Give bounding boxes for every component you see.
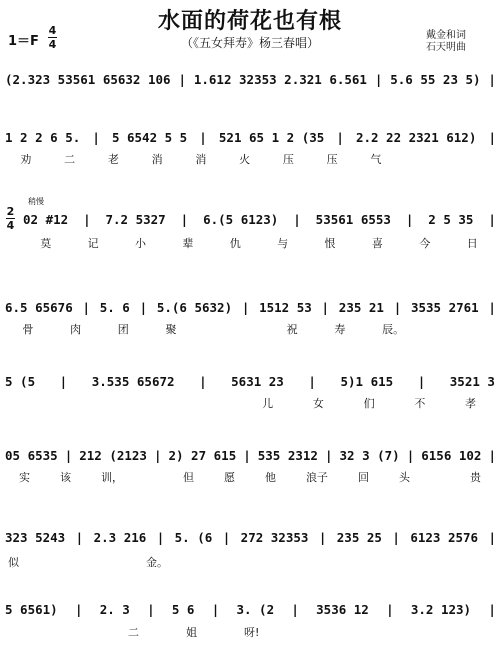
- lyric-char: 气: [370, 153, 382, 166]
- measure: 3521 3: [449, 373, 495, 389]
- lyric-char: 团: [117, 323, 129, 336]
- lyric-char: 姐: [186, 626, 197, 639]
- lyric-char: 肉: [70, 323, 82, 336]
- measure: 5. 6: [99, 299, 130, 315]
- measure: 272 32353: [240, 529, 309, 545]
- lyric-char: 记: [87, 237, 99, 250]
- measure: 6156 102: [421, 447, 482, 463]
- lyric-char: 祝: [286, 323, 298, 336]
- measure: 05 6535: [5, 447, 58, 463]
- lyric-char: 辰。: [382, 323, 405, 336]
- lyric-char: 孝: [465, 397, 477, 410]
- lyric-char: 似: [8, 556, 19, 569]
- measure: 5.(6 5632): [156, 299, 233, 315]
- lyric-char: 聚: [165, 323, 177, 336]
- lyric-char: 他: [265, 471, 276, 484]
- measure: 3536 12: [316, 601, 369, 617]
- lyric-char: 头: [399, 471, 410, 484]
- measure: 6.5 65676: [5, 299, 73, 315]
- lyric-line-6: [4, 470, 496, 484]
- measure: 235 21: [338, 299, 384, 315]
- measure: 02 #12: [23, 211, 69, 227]
- measure: 3. (2: [236, 601, 275, 617]
- measure: 5. (6: [174, 529, 213, 545]
- measure: 1 2 2 6 5.: [5, 129, 81, 145]
- lyric-char: 二: [128, 626, 139, 639]
- lyric-char: 该: [60, 471, 71, 484]
- lyric-line-2: [4, 152, 496, 166]
- measure: 235 25: [336, 529, 382, 545]
- song-title: 水面的荷花也有根: [157, 8, 342, 34]
- notation-line-8: 5 6561) | 2. 3 | 5 6 | 3. (2 | 3536 12 | 3.2 123) |: [5, 601, 496, 617]
- lyric-char: 日: [466, 237, 478, 250]
- lyric-char: 今: [419, 237, 431, 250]
- measure: (2.323 53561 65632 106: [5, 71, 171, 87]
- lyric-char: 实: [19, 471, 30, 484]
- measure: 5631 23: [231, 373, 284, 389]
- measure: 5 (5: [5, 373, 36, 389]
- lyric-char: 寿: [334, 323, 346, 336]
- measure: 2. 3: [99, 601, 130, 617]
- lyric-char: 金。: [146, 556, 168, 569]
- lyric-char: 二: [64, 153, 76, 166]
- lyric-char: 消: [151, 153, 163, 166]
- notation-line-1: (2.323 53561 65632 106 | 1.612 32353 2.321 6.561 | 5.6 55 23 5) |: [5, 71, 496, 87]
- measure: 6.(5 6123): [203, 211, 279, 227]
- measure: 1.612 32353 2.321 6.561: [193, 71, 367, 87]
- measure: 535 2312: [257, 447, 318, 463]
- lyric-char: 浪子: [306, 471, 328, 484]
- notation-line-5: 5 (5 | 3.535 65672 | 5631 23 | 5)1 615 | 3521 3: [5, 373, 495, 389]
- notation-line-2: 1 2 2 6 5. | 5 6542 5 5 | 521 65 1 2 (35 | 2.2 22 2321 612) |: [5, 129, 496, 145]
- measure: 1512 53: [259, 299, 312, 315]
- measure: 5.6 55 23 5): [390, 71, 481, 87]
- lyric-char: 女: [312, 397, 324, 410]
- lyric-line-3: [22, 236, 496, 250]
- lyric-char: 小: [134, 237, 146, 250]
- composer-credit: 石天明曲: [426, 42, 466, 53]
- lyric-char: 莫: [40, 237, 52, 250]
- measure: 2.3 216: [93, 529, 147, 545]
- song-subtitle: （《五女拜寿》杨三春唱）: [180, 36, 319, 50]
- lyric-char: 恨: [324, 237, 336, 250]
- measure: 323 5243: [5, 529, 66, 545]
- measure: 2) 27 615: [168, 447, 237, 463]
- measure: 53561 6553: [315, 211, 391, 227]
- measure: 5 6542 5 5: [111, 129, 188, 145]
- lyric-char: 火: [239, 153, 251, 166]
- lyric-char: 但: [183, 471, 194, 484]
- lyric-char: 儿: [262, 397, 274, 410]
- lyric-char: 仇: [229, 237, 241, 250]
- notation-line-4: 6.5 65676 | 5. 6 | 5.(6 5632) | 1512 53 | 235 21 | 3535 2761 |: [5, 299, 496, 315]
- lyric-char: 训，: [101, 471, 123, 484]
- measure: 5)1 615: [340, 373, 394, 389]
- measure: 5 6: [171, 601, 195, 617]
- notation-line-6: 05 6535 | 212 (2123 | 2) 27 615 | 535 2312 | 32 3 (7) | 6156 102 |: [5, 447, 496, 463]
- lyric-char: 与: [277, 237, 289, 250]
- lyric-char: 回: [358, 471, 369, 484]
- key-signature: 1＝F: [8, 34, 39, 49]
- measure: 3.535 65672: [91, 373, 175, 389]
- lyric-char: 压: [326, 153, 338, 166]
- lyric-line-5: [4, 396, 496, 410]
- measure: 2.2 22 2321 612): [355, 129, 477, 145]
- meter-change: 2 4: [6, 205, 15, 232]
- lyric-char: 愿: [224, 471, 235, 484]
- measure: 7.2 5327: [105, 211, 166, 227]
- notation-line-3: 02 #12 | 7.2 5327 | 6.(5 6123) | 53561 6553 | 2 5 35 |: [23, 211, 496, 227]
- measure: 521 65 1 2 (35: [218, 129, 325, 145]
- lyric-line-4: [4, 322, 496, 336]
- lyricist-credit: 戴金和词: [426, 30, 466, 41]
- notation-line-7: 323 5243 | 2.3 216 | 5. (6 | 272 32353 | 235 25 | 6123 2576 |: [5, 529, 496, 545]
- measure: 212 (2123: [79, 447, 147, 463]
- measure: 2 5 35: [428, 211, 474, 227]
- time-signature: 4 4: [48, 24, 57, 51]
- measure: 3535 2761: [410, 299, 479, 315]
- lyric-char: 劝: [20, 153, 32, 166]
- measure: 5 6561): [5, 601, 58, 617]
- lyric-char: 不: [414, 397, 426, 410]
- measure: 6123 2576: [410, 529, 479, 545]
- lyric-char: 喜: [371, 237, 383, 250]
- measure: 32 3 (7): [339, 447, 400, 463]
- measure: 3.2 123): [410, 601, 472, 617]
- lyric-char: 骨: [22, 323, 34, 336]
- lyric-char: 老: [107, 153, 119, 166]
- tempo-mark: 稍慢: [28, 197, 44, 206]
- lyric-char: 们: [363, 397, 375, 410]
- lyric-char: 辈: [182, 237, 194, 250]
- lyric-char: 呀!: [244, 626, 260, 639]
- lyric-char: 消: [195, 153, 207, 166]
- lyric-char: 压: [282, 153, 294, 166]
- lyric-char: 贵: [470, 471, 481, 484]
